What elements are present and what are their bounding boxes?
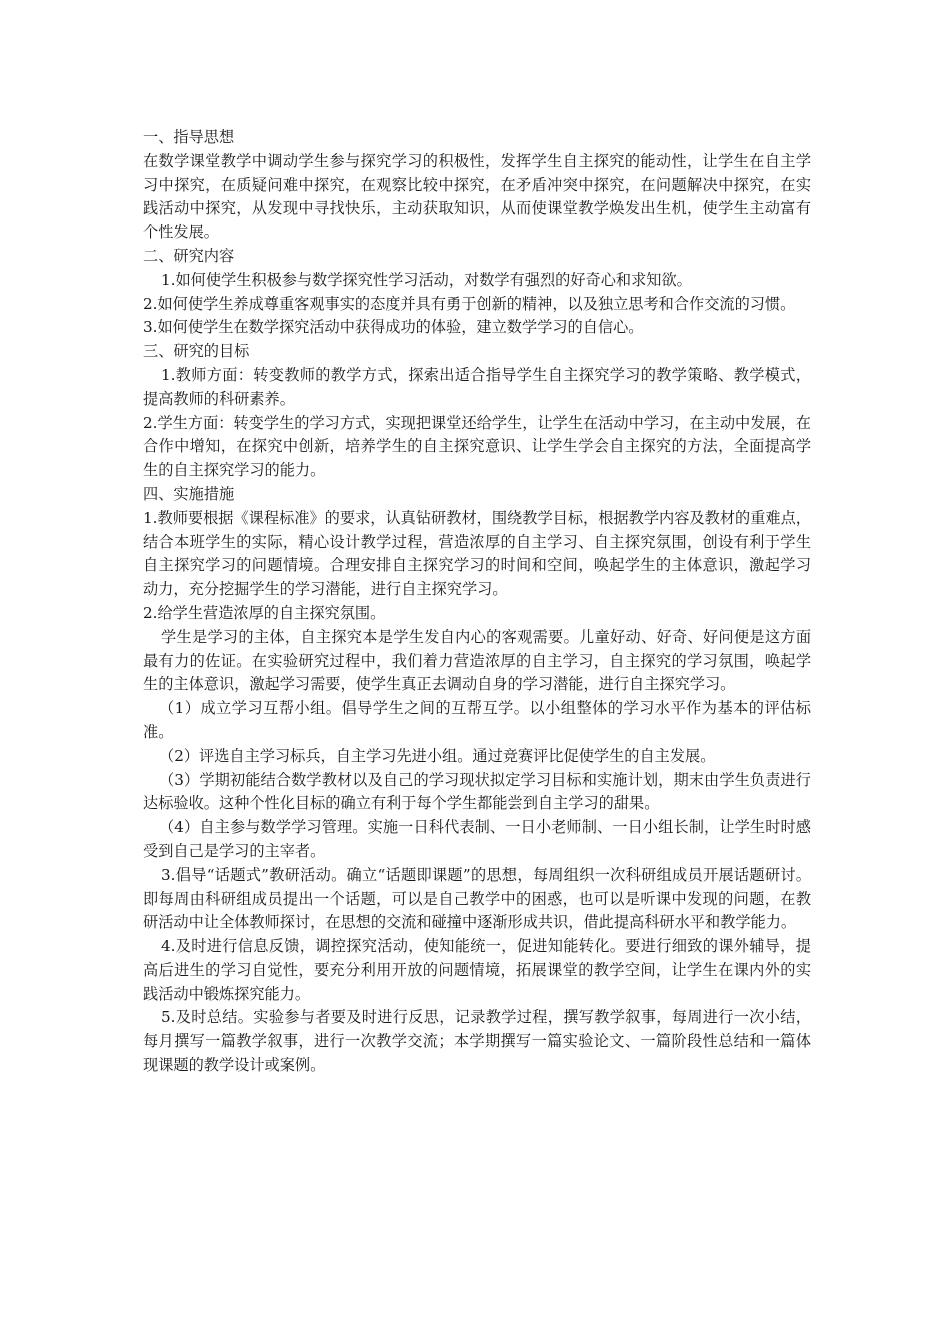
heading-guiding-thought: 一、指导思想 <box>143 128 235 146</box>
measure-4: 4.及时进行信息反馈，调控探究活动，使知能统一，促进知能转化。要进行细致的课外辅导，提高后进生的学习自觉性，要充分利用开放的问题情境，拓展课堂的教学空间，让学生在课内外的实践活动中锻炼探究能力。 <box>143 937 811 1003</box>
research-content-item-3: 3.如何使学生在数学探究活动中获得成功的体验，建立数学学习的自信心。 <box>143 318 644 337</box>
heading-measures: 四、实施措施 <box>143 484 235 503</box>
research-content-item-2: 2.如何使学生养成尊重客观事实的态度并具有勇于创新的精神，以及独立思考和合作交流的习惯。 <box>143 294 796 313</box>
goal-teachers: 1.教师方面：转变教师的教学方式，探索出适合指导学生自主探究学习的教学策略、教学模式，提高教师的科研素养。 <box>143 365 811 408</box>
measure-5: 5.及时总结。实验参与者要及时进行反思，记录教学过程，撰写教学叙事，每周进行一次小结，每月撰写一篇教学叙事，进行一次教学交流；本学期撰写一篇实验论文、一篇阶段性总结和一篇体现课题的教学设计或案例。 <box>143 1008 811 1075</box>
measure-2: 2.给学生营造浓厚的自主探究氛围。 <box>143 603 386 622</box>
heading-research-content: 二、研究内容 <box>143 246 235 265</box>
document-body <box>143 126 811 1078</box>
measure-2-sub-1: （1）成立学习互帮小组。倡导学生之间的互帮互学。以小组整体的学习水平作为基本的评估标准。 <box>143 699 811 741</box>
measure-2-sub-4: （4）自主参与数学学习管理。实施一日科代表制、一日小老师制、一日小组长制，让学生时时感受到自己是学习的主宰者。 <box>143 818 811 860</box>
measure-2-sub-3: （3）学期初能结合数学教材以及自己的学习现状拟定学习目标和实施计划，期末由学生负责进行达标验收。这种个性化目标的确立有利于每个学生都能尝到自主学习的甜果。 <box>143 770 811 813</box>
paragraph-guiding-thought: 在数学课堂教学中调动学生参与探究学习的积极性，发挥学生自主探究的能动性，让学生在自主学习中探究，在质疑问难中探究，在观察比较中探究，在矛盾冲突中探究，在问题解决中探究，在实践活动中探究，从发现中寻找快乐，主动获取知识，从而使课堂教学焕发出生机，使学生主动富有个性发展。 <box>143 151 811 242</box>
heading-research-goals: 三、研究的目标 <box>143 342 250 361</box>
research-content-item-1: 1.如何使学生积极参与数学探究性学习活动，对数学有强烈的好奇心和求知欲。 <box>161 270 692 289</box>
measure-2-paragraph: 学生是学习的主体，自主探究本是学生发自内心的客观需要。儿童好动、好奇、好问便是这方面最有力的佐证。在实验研究过程中，我们着力营造浓厚的自主学习，自主探究的学习氛围，唤起学生的主体意识，激起学习需要，使学生真正去调动自身的学习潜能，进行自主探究学习。 <box>143 627 811 694</box>
goal-students: 2.学生方面：转变学生的学习方式，实现把课堂还给学生，让学生在活动中学习，在主动中发展，在合作中增知，在探究中创新，培养学生的自主探究意识、让学生学会自主探究的方法，全面提高学生的自主探究学习的能力。 <box>143 413 811 480</box>
measure-2-sub-2: （2）评选自主学习标兵，自主学习先进小组。通过竞赛评比促使学生的自主发展。 <box>159 746 716 765</box>
measure-1: 1.教师要根据《课程标准》的要求，认真钻研教材，围绕教学目标，根据教学内容及教材的重难点，结合本班学生的实际，精心设计教学过程，营造浓厚的自主学习、自主探究氛围，创设有利于学生自主探究学习的问题情境。合理安排自主探究学习的时间和空间，唤起学生的主体意识，激起学习动力，充分挖掘学生的学习潜能，进行自主探究学习。 <box>143 508 811 599</box>
measure-3: 3.倡导“话题式”教研活动。确立“话题即课题”的思想，每周组织一次科研组成员开展话题研讨。即每周由科研组成员提出一个话题，可以是自己教学中的困惑，也可以是听课中发现的问题，在教研活动中让全体教师探讨，在思想的交流和碰撞中逐渐形成共识，借此提高科研水平和教学能力。 <box>143 865 811 932</box>
